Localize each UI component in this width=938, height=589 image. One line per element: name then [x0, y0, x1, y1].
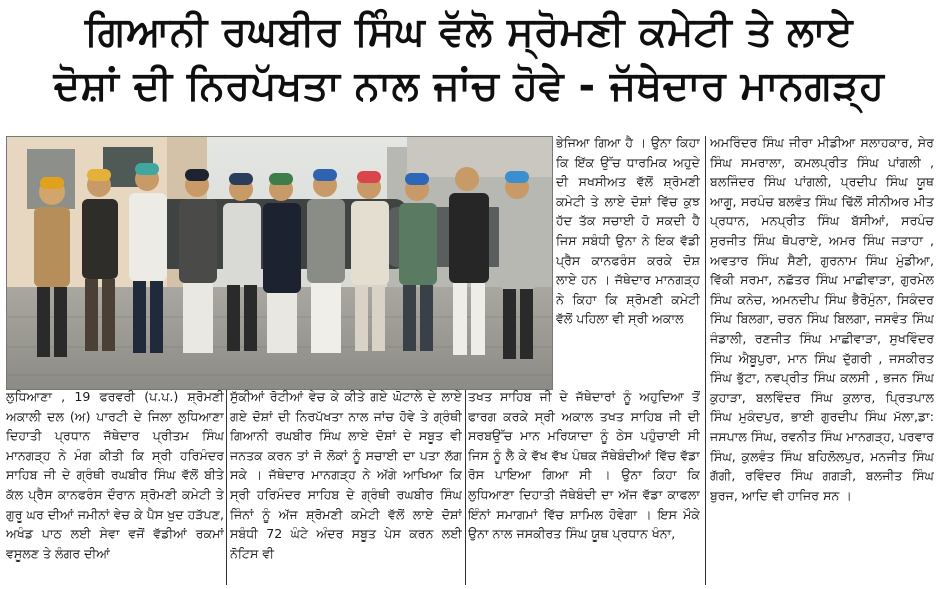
group-photo-illustration — [7, 137, 552, 389]
article-column-3-top: ਭੇਜਿਆ ਗਿਆ ਹੈ । ਉਨਾ ਕਿਹਾ ਕਿ ਇੱਕ ਉੱਚ ਧਾਰਮਿਕ ਅਹੁਦੇ ਦੀ ਸਖਸੀਅਤ ਵੱਲੋਂ ਸ਼੍ਰੋਮਣੀ ਕਮੇਟੀ ਤੇ ਲਾਏ ਦੋਸ਼ਾਂ ਵਿੱਚ ਕੁਝ ਹੱਦ ਤੱਕ ਸਚਾਈ ਹੋ ਸਕਦੀ ਹੈ ਜਿਸ ਸਬੰਧੀ ਉਨਾ ਨੇ ਇਕ ਵੱਡੀ ਪ੍ਰੈਸ ਕਾਨਫਰੰਸ ਕਰਕੇ ਦੋਸ਼ ਲਾਏ ਹਨ । ਜੱਥੇਦਾਰ ਮਾਨਗੜ੍ਹ ਨੇ ਕਿਹਾ ਕਿ ਸ਼੍ਰੋਮਣੀ ਕਮੇਟੀ ਵੱਲੋਂ ਪਹਿਲਾ ਵੀ ਸ੍ਰੀ ਅਕਾਲ — [556, 135, 700, 327]
column-divider — [226, 390, 227, 585]
headline-line-2: ਦੋਸ਼ਾਂ ਦੀ ਨਿਰਪੱਖਤਾ ਨਾਲ ਜਾਂਚ ਹੋਵੇ - ਜੱਥੇਦਾਰ ਮਾਨਗੜ੍ਹ — [53, 63, 885, 109]
article-column-2: ਸੁੱਕੀਆਂ ਰੋਟੀਆਂ ਵੇਚ ਕੇ ਕੀਤੇ ਗਏ ਘੋਟਾਲੇ ਦੇ ਲਾਏ ਗਏ ਦੋਸ਼ਾਂ ਦੀ ਨਿਰਪੱਖਤਾ ਨਾਲ ਜਾਂਚ ਹੋਵੇ ਤੇ ਗ੍ਰੰਥੀ ਗਿਆਨੀ ਰਘਬੀਰ ਸਿੰਘ ਲਾਏ ਦੋਸ਼ਾਂ ਦੇ ਸਬੂਤ ਵੀ ਜਨਤਕ ਕਰਨ ਤਾਂ ਜੋ ਲੋਕਾਂ ਨੂੰ ਸਚਾਈ ਦਾ ਪਤਾ ਲੱਗ ਸਕੇ । ਜੱਥੇਦਾਰ ਮਾਨਗੜ੍ਹ ਨੇ ਅੱਗੇ ਆਖਿਆ ਕਿ ਸ੍ਰੀ ਹਰਿਮੰਦਰ ਸਾਹਿਬ ਦੇ ਗ੍ਰੰਥੀ ਰਘਬੀਰ ਸਿੰਘ ਜਿੰਨਾਂ ਨੂੰ ਅੱਜ ਸ਼੍ਰੋਮਣੀ ਕਮੇਟੀ ਵੱਲੋਂ ਲਾਏ ਦੋਸ਼ਾਂ ਸਬੰਧੀ 72 ਘੰਟੇ ਅੰਦਰ ਸਬੂਤ ਪੇਸ ਕਰਨ ਲਈ ਨੋਟਿਸ ਵੀ — [230, 389, 462, 561]
article-column-4: ਅਮਰਿੰਦਰ ਸਿੰਘ ਜੀਰਾ ਮੀਡੀਆ ਸਲਾਹਕਾਰ, ਸੇਰ ਸਿੰਘ ਸਮਰਾਲਾ, ਕਮਲਪ੍ਰੀਤ ਸਿੰਘ ਪਾਂਗਲੀ , ਬਲਜਿੰਦਰ ਸਿੰਘ ਪਾਂਗਲੀ, ਪ੍ਰਦੀਪ ਸਿੰਘ ਯੂਥ ਆਗੂ, ਸਰਪੰਚ ਬਲਵੰਤ ਸਿੰਘ ਢਿੱਲੋਂ ਸੀਨੀਅਰ ਮੀਤ ਪ੍ਰਧਾਨ, ਮਨਪ੍ਰੀਤ ਸਿੰਘ ਬੱਸੀਆਂ, ਸਰਪੰਚ ਸੁਰਜੀਤ ਸਿੰਘ ਥੋਪਰਾਏ, ਅਮਰ ਸਿੰਘ ਜੜਾਹਾ , ਅਵਤਾਰ ਸਿੰਘ ਸੈਣੀ, ਗੁਰਨਾਮ ਸਿੰਘ ਮੁੰਡੀਆ, ਵਿੱਕੀ ਸਰਮਾ, ਨਛੱਤਰ ਸਿੰਘ ਮਾਛੀਵਾੜਾ, ਗੁਰਮੇਲ ਸਿੰਘ ਕਨੇਚ, ਅਮਨਦੀਪ ਸਿੰਘ ਭੈਰੋਮੁੰਨਾ, ਸਿਕੰਦਰ ਸਿੰਘ ਬਿਲਗਾ, ਚਰਨ ਸਿੰਘ ਬਿਲਗਾ, ਜਸਵੰਤ ਸਿੰਘ ਜੰਡਾਲੀ, ਰਣਜੀਤ ਸਿੰਘ ਮਾਛੀਵਾੜਾ, ਸੁਖਵਿੰਦਰ ਸਿੰਘ ਐਬੂਪੁਰਾ, ਮਾਨ ਸਿੰਘ ਦੁੱਗਰੀ , ਜਸਕੀਰਤ ਸਿੰਘ ਭੁੱਟਾ, ਨਵਪ੍ਰੀਤ ਸਿੰਘ ਕਲਸੀ , ਭਜਨ ਸਿੰਘ ਕੁਹਾੜਾ, ਬਲਵਿੰਦਰ ਸਿੰਘ ਕੁਲਾਰ, ਪ੍ਰਿਤਪਾਲ ਸਿੰਘ ਮੁਕੰਦਪੁਰ, ਭਾਈ ਗੁਰਦੀਪ ਸਿੰਘ ਮੱਲਾ,ਡਾ: ਜਸਪਾਲ ਸਿੰਘ, ਰਵਨੀਤ ਸਿੰਘ ਮਾਨਗੜ੍ਹ, ਪਰਵਾਰ ਸਿੰਘ, ਕੁਲਵੰਤ ਸਿੰਘ ਬਹਿਲੋਲਪੁਰ, ਮਨਜੀਤ ਸਿੰਘ ਗੱਗੀ, ਰਵਿੰਦਰ ਸਿੰਘ ਗਗੜੀ, ਬਲਜੀਤ ਸਿੰਘ ਬੁਰਜ, ਆਦਿ ਵੀ ਹਾਜਿਰ ਸਨ । — [710, 135, 934, 503]
article-column-1: ਲੁਧਿਆਣਾ , 19 ਫਰਵਰੀ (ਪ.ਪ.) ਸ਼੍ਰੋਮਣੀ ਅਕਾਲੀ ਦਲ (ਅ) ਪਾਰਟੀ ਦੇ ਜਿਲਾ ਲੁਧਿਆਣਾ ਦਿਹਾਤੀ ਪ੍ਰਧਾਨ ਜੱਥੇਦਾਰ ਪ੍ਰੀਤਮ ਸਿੰਘ ਮਾਨਗੜ੍ਹ ਨੇ ਮੰਗ ਕੀਤੀ ਕਿ ਸ੍ਰੀ ਹਰਿਮੰਦਰ ਸਾਹਿਬ ਜੀ ਦੇ ਗ੍ਰੰਥੀ ਰਘਬੀਰ ਸਿੰਘ ਵੱਲੋਂ ਬੀਤੇ ਕੱਲ ਪ੍ਰੈਸ ਕਾਨਫਰੰਸ ਦੌਰਾਨ ਸ਼੍ਰੋਮਣੀ ਕਮੇਟੀ ਤੇ ਗੁਰੂ ਘਰ ਦੀਆਂ ਜਮੀਨਾਂ ਵੇਚ ਕੇ ਪੈਸ ਖੁਦ ਹੜੱਪਣ, ਅਖੰਡ ਪਾਠ ਲਈ ਸੇਵਾ ਵਜੋਂ ਵੱਡੀਆਂ ਰਕਮਾਂ ਵਸੂਲਣ ਤੇ ਲੰਗਰ ਦੀਆਂ — [6, 389, 224, 561]
headline-line-1: ਗਿਆਨੀ ਰਘਬੀਰ ਸਿੰਘ ਵੱਲੋ ਸ੍ਰੋਮਣੀ ਕਮੇਟੀ ਤੇ ਲਾਏ — [84, 9, 854, 55]
article-column-3: ਤਖਤ ਸਾਹਿਬ ਜੀ ਦੇ ਜੱਥੇਦਾਰਾਂ ਨੂੰ ਅਹੁਦਿਆ ਤੋਂ ਫਾਰਗ ਕਰਕੇ ਸ੍ਰੀ ਅਕਾਲ ਤਖਤ ਸਾਹਿਬ ਜੀ ਦੀ ਸਰਬਉੱਚ ਮਾਨ ਮਰਿਯਾਦਾ ਨੂੰ ਠੇਸ ਪਹੁੰਚਾਈ ਸੀ ਜਿਸ ਨੂੰ ਲੈ ਕੇ ਵੱਖ ਵੱਖ ਪੰਥਕ ਜੱਥੇਬੰਦੀਆਂ ਵਿੱਚ ਵੱਡਾ ਰੋਸ ਪਾਇਆ ਗਿਆ ਸੀ । ਉਨਾ ਕਿਹਾ ਕਿ ਲੁਧਿਆਣਾ ਦਿਹਾਤੀ ਜੱਥੇਬੰਦੀ ਦਾ ਅੱਜ ਵੱਡਾ ਕਾਫਲਾ ਇੰਨਾਂ ਸਮਾਗਮਾਂ ਵਿੱਚ ਸ਼ਾਮਿਲ ਹੋਵੇਗਾ । ਇਸ ਮੌਕੇ ਉਨਾ ਨਾਲ ਜਸਕੀਰਤ ਸਿੰਘ ਯੂਥ ਪ੍ਰਧਾਨ ਖੰਨਾ, — [468, 389, 700, 542]
group-photo — [6, 136, 553, 390]
column-divider — [705, 136, 706, 585]
column-divider — [465, 390, 466, 585]
